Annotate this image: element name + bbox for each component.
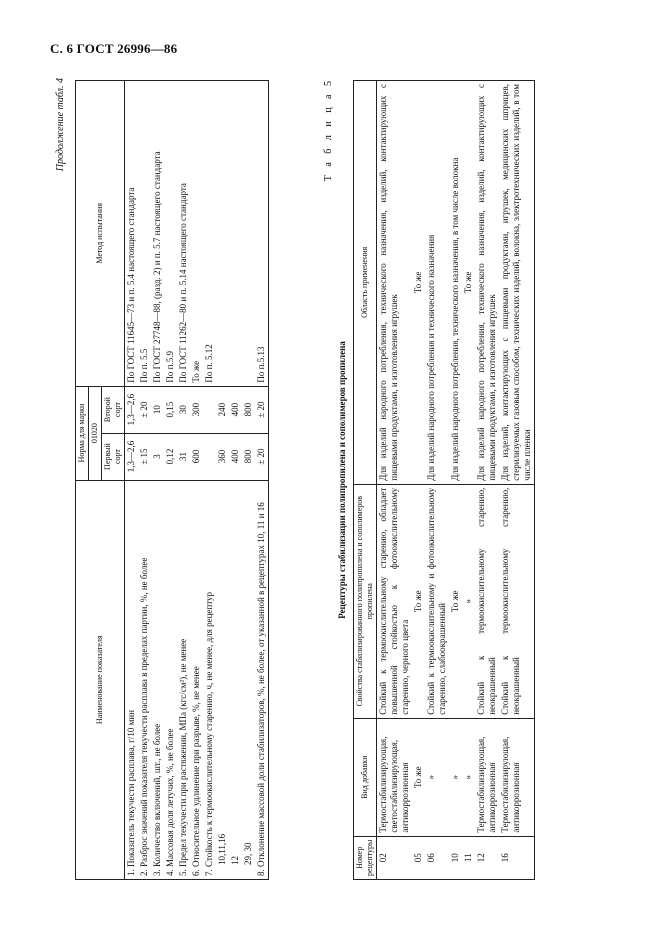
table-row bbox=[499, 81, 535, 880]
first-grade-value: 0,12 bbox=[164, 433, 177, 480]
col-name: Наименование показателя bbox=[76, 480, 125, 879]
recipe-number: 10 bbox=[449, 836, 462, 879]
indicator-name: 6. Относительное удлинение при разрыве, %, не менее bbox=[190, 480, 203, 879]
table-row bbox=[203, 81, 216, 880]
table-5 bbox=[353, 80, 535, 880]
indicator-name: 1. Показатель текучести расплава, г/10 мин bbox=[125, 480, 139, 879]
indicator-name: 4. Массовая доля летучих, %, не более bbox=[164, 480, 177, 879]
indicator-name: 29, 30 bbox=[242, 480, 255, 879]
test-method bbox=[229, 81, 242, 387]
second-grade-value: 400 bbox=[229, 386, 242, 433]
table-4 bbox=[75, 80, 269, 880]
table-row bbox=[425, 81, 449, 880]
properties: Стойкий к термоокислительному старению, обладает повышенной стойкостью к фотоокислительному старению, черного цвета bbox=[377, 484, 413, 718]
first-grade-value: 600 bbox=[190, 433, 203, 480]
col-first: Первый сорт bbox=[102, 433, 125, 480]
test-method bbox=[216, 81, 229, 387]
test-method: По ГОСТ 27748—88, (разд. 2) и п. 5.7 настоящего стандарта bbox=[151, 81, 164, 387]
application-area: Для изделий народного потребления, технического назначения, в том числе волокна bbox=[449, 81, 462, 485]
recipe-number: 05 bbox=[412, 836, 425, 879]
additive-kind: То же bbox=[412, 718, 425, 836]
table4-continuation: Продолжение табл. 4 bbox=[55, 78, 66, 172]
application-area: Для изделий народного потребления и технического назначения bbox=[425, 81, 449, 485]
second-grade-value: ± 20 bbox=[138, 386, 151, 433]
table-row bbox=[449, 81, 462, 880]
application-area: Для изделий народного потребления, технического назначения, изделий, контактирующих с пищевыми продуктами, и изготовления игрушек bbox=[475, 81, 499, 485]
indicator-name: 8. Отклонение массовой доли стабилизаторов, %, не более, от указанной в рецептурах 10, 11 и 16 bbox=[255, 480, 269, 879]
first-grade-value bbox=[203, 433, 216, 480]
application-area: Для изделий, контактирующих с пищевыми продуктами, игрушек, медицинских шприцев, стерилизуемых газовым способом, технических изделий, волокна, электротехнических изделий, в том числе пленки bbox=[499, 81, 535, 485]
indicator-name: 2. Разброс значений показателя текучести расплава в пределах партии, %, не более bbox=[138, 480, 151, 879]
first-grade-value: 800 bbox=[242, 433, 255, 480]
col-kind: Вид добавки bbox=[354, 718, 377, 836]
indicator-name: 7. Стойкость к термоокислительному старению, ч, не менее, для рецептур bbox=[203, 480, 216, 879]
table5-title: Рецептуры стабилизации полипропилена и сополимеров пропилена bbox=[337, 341, 347, 619]
properties: Стойкий к термоокислительному и фотоокислительному старению, слабоокрашенный bbox=[425, 484, 449, 718]
indicator-name: 3. Количество включений, шт., не более bbox=[151, 480, 164, 879]
col-method: Метод испытания bbox=[76, 81, 125, 387]
recipe-number: 06 bbox=[425, 836, 449, 879]
indicator-name: 12 bbox=[229, 480, 242, 879]
second-grade-value: 240 bbox=[216, 386, 229, 433]
recipe-number: 11 bbox=[462, 836, 475, 879]
table-row bbox=[138, 81, 151, 880]
application-area: То же bbox=[412, 81, 425, 485]
table-row bbox=[164, 81, 177, 880]
properties: Стойкий к термоокислительному старению, неокрашенный bbox=[475, 484, 499, 718]
table-row bbox=[151, 81, 164, 880]
first-grade-value: 400 bbox=[229, 433, 242, 480]
second-grade-value: 30 bbox=[177, 386, 190, 433]
table-row bbox=[125, 81, 139, 880]
properties: То же bbox=[412, 484, 425, 718]
page-header: С. 6 ГОСТ 26996—86 bbox=[50, 41, 178, 56]
table-row bbox=[462, 81, 475, 880]
table-row bbox=[255, 81, 269, 880]
properties: То же bbox=[449, 484, 462, 718]
table-row bbox=[216, 81, 229, 880]
recipe-number: 02 bbox=[377, 836, 413, 879]
additive-kind: Термостабилизирующая, антикоррозионная bbox=[499, 718, 535, 836]
table-row bbox=[412, 81, 425, 880]
additive-kind: Термостабилизирующая, антикоррозионная bbox=[475, 718, 499, 836]
test-method bbox=[242, 81, 255, 387]
col-area: Область применения bbox=[354, 81, 377, 485]
first-grade-value: 1,3—2,6 bbox=[125, 433, 139, 480]
col-recipe-num: Номер рецептуры bbox=[354, 836, 377, 879]
test-method: По п. 5.12 bbox=[203, 81, 216, 387]
second-grade-value: ± 20 bbox=[255, 386, 269, 433]
second-grade-value bbox=[203, 386, 216, 433]
test-method: По п.5.13 bbox=[255, 81, 269, 387]
indicator-name: 10,11,16 bbox=[216, 480, 229, 879]
first-grade-value: 3 bbox=[151, 433, 164, 480]
table-row bbox=[190, 81, 203, 880]
first-grade-value: ± 15 bbox=[138, 433, 151, 480]
col-norm: Норма для марки bbox=[76, 386, 89, 480]
additive-kind: » bbox=[449, 718, 462, 836]
second-grade-value: 800 bbox=[242, 386, 255, 433]
additive-kind: » bbox=[425, 718, 449, 836]
test-method: По ГОСТ 11645—73 и п. 5.4 настоящего стандарта bbox=[125, 81, 139, 387]
second-grade-value: 300 bbox=[190, 386, 203, 433]
table5-label: Т а б л и ц а 5 bbox=[323, 78, 334, 182]
properties: » bbox=[462, 484, 475, 718]
test-method: По п. 5.5 bbox=[138, 81, 151, 387]
table-row bbox=[475, 81, 499, 880]
table-row bbox=[229, 81, 242, 880]
second-grade-value: 10 bbox=[151, 386, 164, 433]
table-row bbox=[177, 81, 190, 880]
properties: Стойкий к термоокислительному старению, неокрашенный bbox=[499, 484, 535, 718]
application-area: То же bbox=[462, 81, 475, 485]
second-grade-value: 0,15 bbox=[164, 386, 177, 433]
first-grade-value: 31 bbox=[177, 433, 190, 480]
test-method: По ГОСТ 11262—80 и п. 5.14 настоящего стандарта bbox=[177, 81, 190, 387]
additive-kind: Термостабилизирующая, светостабилизирующая, антикоррозионная bbox=[377, 718, 413, 836]
test-method: То же bbox=[190, 81, 203, 387]
col-props: Свойства стабилизированного полипропилена и сополимеров пропилена bbox=[354, 484, 377, 718]
first-grade-value: ± 20 bbox=[255, 433, 269, 480]
table-row bbox=[377, 81, 413, 880]
application-area: Для изделий народного потребления, технического назначения, изделий, контактирующих с пищевыми продуктами, и изготовления игрушек bbox=[377, 81, 413, 485]
first-grade-value: 360 bbox=[216, 433, 229, 480]
col-second: Второй сорт bbox=[102, 386, 125, 433]
indicator-name: 5. Предел текучести при растяжении, МПа (кгс/см²), не менее bbox=[177, 480, 190, 879]
table-row bbox=[242, 81, 255, 880]
test-method: По п.5.9 bbox=[164, 81, 177, 387]
rotated-content bbox=[55, 70, 600, 880]
recipe-number: 16 bbox=[499, 836, 535, 879]
additive-kind: » bbox=[462, 718, 475, 836]
col-mark: 01020 bbox=[89, 386, 102, 480]
recipe-number: 12 bbox=[475, 836, 499, 879]
second-grade-value: 1,3—2,6 bbox=[125, 386, 139, 433]
